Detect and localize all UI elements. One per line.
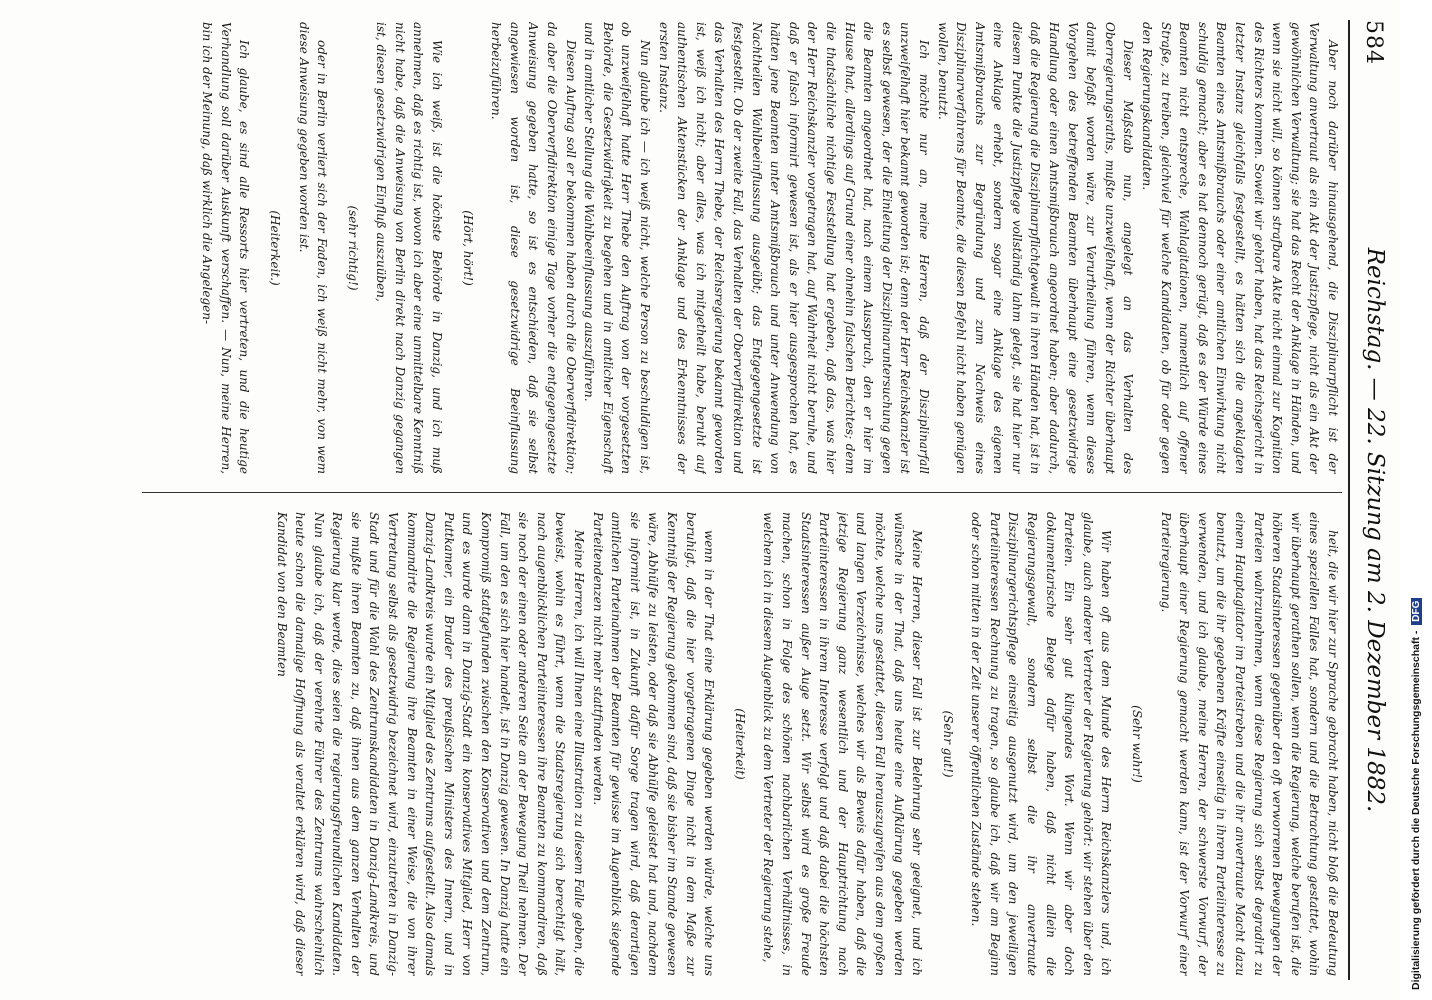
paragraph: Meine Herren, dieser Fall ist zur Belehrung sehr geeignet, und ich wünsche in der That, daß uns heute eine Aufklärung gegeben werden möchte, welche uns gestattet, diesen Fall herauszugreifen aus dem großen und langen Verzeichnisse, welches wir als Beweis dafür haben, daß die jetzige Regierung ganz wesentlich und der Hauptrichtung nach Parteiinteressen in ihrem Interesse verfolgt und daß dabei die höchsten Staatsinteressen außer Auge setzt. Wir selbst wird es große Freude machen, schon in Folge des schönen nachbarlichen Verhältnisses, in welchem ich in diesem Augenblick zu dem Vertreter der Regierung stehe, [761, 512, 925, 976]
interjection: (Hört, hört!) [460, 210, 475, 286]
paragraph: heit, die wir hier zur Sprache gebracht haben, nicht bloß die Bedeutung eines speziellen Falles hat, sondern und die Betrachtung gestattet, wohin wir überhaupt gerathen sollen, wenn die Regierung, welche berufen ist, die höheren Staatsinteressen gegenüber den oft verworrenen Bewegungen der Parteien wahrzunehmen, wenn diese Regierung sich selbst degradirt zu einem Hauptagitator im Parteistreben und die ihr anvertraute Macht dazu benutzt, um die ihr gegebenen Kräfte einseitig in ihrem Parteiinteresse zu verwenden, und ich glaube, meine Herren, der schwerste Vorwurf, der überhaupt einer Regierung gemacht werden kann, ist der Vorwurf einer Parteiregierung. [1158, 512, 1340, 976]
interjection: (sehr richtig!) [345, 205, 360, 291]
paragraph: Ich möchte nur an, meine Herren, daß der Disziplinarfall unzweifelhaft hier bekannt geworden ist; denn der Herr Reichskanzler ist es selbst gewesen, der die Einleitung der Disziplinaruntersuchung gegen die Beamten angeordnet hat, nach einem Ausspruch, den er hier im Hause that, allerdings auf Grund einer ohnehin falschen Berichtes; denn die thatsächliche nichtige Feststellung hat ergeben, daß das, was hier der Herr Reichskanzler vorgetragen hat, auf Wahrheit nicht beruhe, und daß er falsch informirt gewesen ist, als er hier ausgesprochen hat, es hätten jene Beamten unter Amtsmißbrauch und unter Anwendung von Nachtheilen Wahlbeeinflussung ausgeübt; das Entgegengesetzte ist festgestellt. Ob der zweite Fall, das Verhalten der Oberverfidirektion und das Verhalten des Herrn Thebe, der Reichsregierung bekannt geworden ist, weiß ich nicht; aber alles, was ich mitgetheilt habe, beruht auf authentischen Aktenstücken der Anklage und des Erkenntnisses der ersten Instanz. [656, 22, 931, 474]
right-column [22, 512, 1342, 976]
paragraph: Meine Herren, ich will Ihnen eine Illustration zu diesem Falle geben, die beweist, wohin es führt, wenn die Staatsregierung sich berechtigt hält, nach augenblicklichen Parteiinteressen ihre Beamten zu kommandiren, daß sie noch der einen oder anderen Seite an der Bewegung Theil nehmen. Der Fall, um den es sich hier handelt, ist in Danzig gewesen. In Danzig hatte ein Kompromiß stattgefunden zwischen den Konservativen und dem Zentrum, und es wurde dann in Danzig-Stadt ein konservatives Mitglied, Herr von Puttkamer, ein Bruder des preußischen Ministers des Innern, und in Danzig-Landkreis wurde ein Mitglied des Zentrums aufgestellt. Also damals kommandirte die Regierung ihre Beamten in einer Weise, die von ihrer Vertretung selbst als gesetzwidrig bezeichnet wird, einzutreten in Danzig-Stadt und für die Wahl des Zentrumskandidaten in Danzig-Landkreis, und sie mußte ihren Beamten zu, daß ihnen aus dem ganzen Verhalten der Regierung klar werde, dies seien die regierungsfreundlichen Kandidaten. Nun glaube ich, daß der verehrte Führer des Zentrums wahrscheinlich heute schon die damalige Hoffnung als veraltet erklären wird, daß dieser Kandidat von den Beamten [274, 512, 587, 976]
header-rule [1348, 20, 1350, 980]
paragraph: Dieser Maßstab nun, angelegt an das Verhalten des Oberregierungsraths, mußte unzweifelhaft, wenn der Richter überhaupt damit befaßt worden wäre, zur Verurtheilung führen, wenn dieses Vorgehen des betreffenden Beamten überhaupt eine gesetzwidrige Handlung oder einen Amtsmißbrauch angeordnet haben; aber dadurch, daß die Regierung die Disziplinarpflichtgewalt in ihren Händen hat, ist in diesem Punkte die Justizpflege vollständig lahm gelegt, sie hat hier nur eine Anklage erhebt, sondern sogar eine Anklage des eigenen Amtsmißbrauchs zur Begründung und zum Nachweis eines Disziplinarverfahrens für Beamte, die diesen Befehl nicht haben genügen wollen, benutzt. [935, 22, 1136, 474]
paragraph: wenn in der That eine Erklärung gegeben werden würde, welche uns beruhigt, daß die hier vorgetragenen Dinge nicht in dem Maße zur Kenntniß der Regierung gekommen sind, daß sie bisher im Stande gewesen wäre, Abhülfe zu leisten, oder daß sie Abhülfe geleistet hat und, nachdem sie informirt ist, in Zukunft dafür Sorge tragen wird, daß derartigen amtlichen Parteinahmen der Beamten für gewisse im Augenblick siegende Parteitendenzen nicht mehr stattfinden werden. [590, 512, 717, 976]
paragraph: Diesen Auftrag soll er bekommen haben durch die Oberverfidirektion; da aber die Oberverfidirektion einige Tage vorher die entgegengesetzte Anweisung gegeben hatte, so ist es entschieden, daß sie selbst angewiesen worden ist, diese gesetzwidrige Beeinflussung herbeizuführen. [489, 22, 578, 474]
left-column [22, 22, 1342, 474]
paragraph: Aber noch darüber hinausgehend, die Disziplinarpflicht ist der Verwaltung anvertraut als ein Akt der Justizpflege, nicht als ein Akt der gewöhnlichen Verwaltung; sie hat das Recht der Anklage in Händen, und wenn sie nicht will, so können strafbare Akte nicht einmal zur Kognition des Richters kommen. Soweit wir gehört haben, hat das Reichsgericht in letzter Instanz gleichfalls festgestellt, es hätten sich die angeklagten Beamten eines Amtsmißbrauchs oder einer amtlichen Einwirkung nicht schuldig gemacht; aber es hat dennoch gerügt, daß es der Würde eines Beamten nicht entspreche, Wahlagitationen, namentlich auf offener Straße, zu treiben, gleichviel für welche Kandidaten, ob für oder gegen den Regierungskandidaten. [1140, 22, 1340, 474]
interjection: (Heiterkeit.) [267, 210, 282, 286]
interjection: (Heiterkeit) [732, 708, 747, 780]
credit-text: Digitalisierung gefördert durch die Deutsche Forschungsgemeinschaft - [1410, 627, 1422, 990]
page-header [1352, 20, 1392, 980]
paragraph: Nun glaube ich — ich weiß nicht, welche Person zu beschuldigen ist, ob unzweifelhaft hatte Herr Thebe den Auftrag von der vorgesetzten Behörde, die Gesetzwidrigkeit zu begehen und in amtlicher Eigenschaft und in amtlicher Stellung die Wahlbeeinflussung auszuführen. [582, 22, 653, 474]
column-divider [142, 492, 1342, 493]
interjection: (Sehr gut!) [940, 710, 955, 778]
paragraph: Wie ich weiß, ist die höchste Behörde in Danzig, und ich muß annehmen, daß es richtig ist, wovon ich aber eine unmittelbare Kenntniß nicht habe, daß die Anweisung von Berlin direkt nach Danzig gegangen ist, diesen gesetzwidrigen Einfluß auszuüben, [374, 22, 445, 474]
paragraph: Ich glaube, es sind alle Ressorts hier vertreten, und die heutige Verhandlung soll darüber Auskunft verschaffen. — Nun, meine Herren, bin ich der Meinung, daß wirklich die Angelegen- [200, 22, 252, 474]
credit-line [1410, 598, 1422, 990]
digitization-credit [1408, 0, 1430, 1000]
paragraph: oder in Berlin verliert sich der Faden, ich weiß nicht mehr, von wem diese Anweisung gegeben worden ist. [296, 22, 330, 474]
page-title: Reichstag. — 22. Sitzung am 2. Dezember 1882. [1362, 247, 1388, 813]
page-number: 584 [1361, 20, 1386, 65]
dfg-logo: DFG [1411, 598, 1422, 625]
interjection: (Sehr wahr!) [1130, 705, 1145, 783]
paragraph: Wir haben oft aus dem Munde des Herrn Reichskanzlers und, ich glaube, auch anderer Vertreter der Regierung gehört: wir stehen über den Parteien. Ein sehr gut klingendes Wort. Wenn wir aber doch dokumentarische Belege dafür haben, daß nicht allein die Regierungsgewalt, sondern selbst die ihr anvertraute Disziplinargerichtspflege einseitig ausgenutzt wird, um den jeweiligen Parteiinteressen Rechnung zu tragen, so glaube ich, daß wir am Beginn oder schon mitten in der Zeit unserer öffentlichen Zustände stehen. [969, 512, 1114, 976]
